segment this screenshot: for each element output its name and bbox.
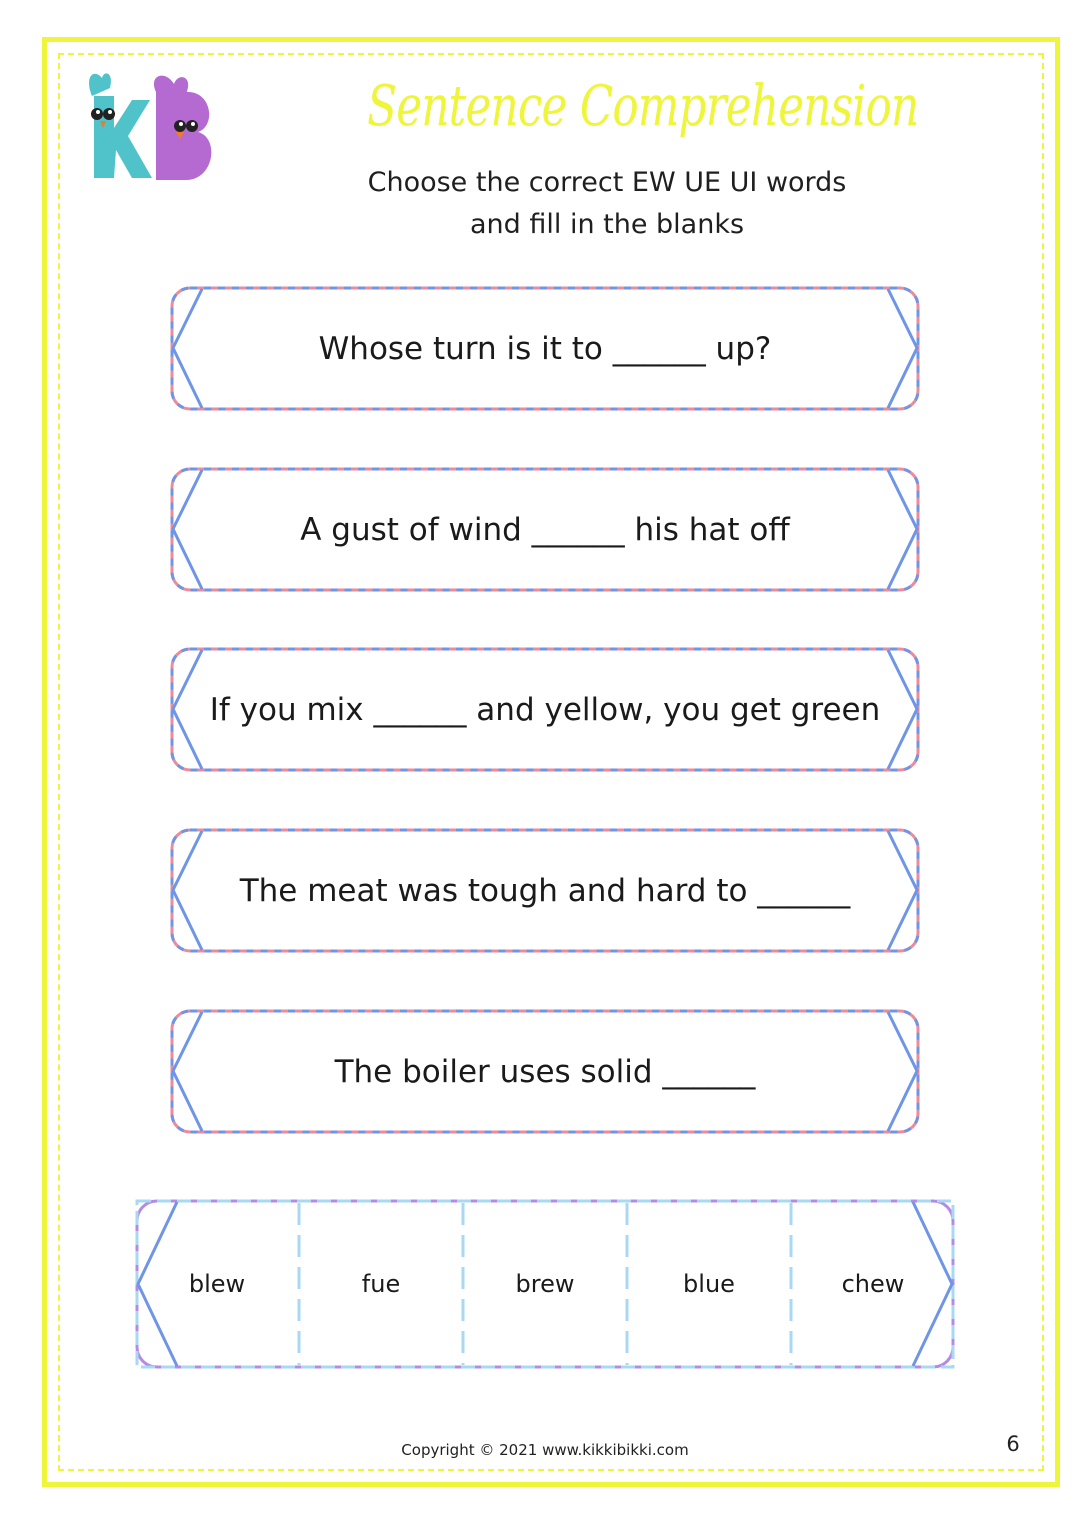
sentence-box-5: [170, 1009, 920, 1134]
sentence-text: The meat was tough and hard to ______: [239, 872, 851, 909]
instructions: [300, 162, 914, 246]
sentence-box-4: [170, 828, 920, 953]
sentence-box-3: [170, 647, 920, 772]
sentence-text: Whose turn is it to ______ up?: [318, 330, 772, 367]
copyright-footer: Copyright © 2021 www.kikkibikki.com: [401, 1441, 689, 1459]
word-option: blue: [683, 1270, 735, 1298]
sentence-box-2: [170, 467, 920, 592]
word-option: blew: [188, 1270, 246, 1298]
kb-logo-icon: [74, 66, 224, 191]
sentence-box-1: [170, 286, 920, 411]
page-number: 6: [1006, 1432, 1020, 1456]
sentence-text: If you mix ______ and yellow, you get green: [209, 691, 881, 728]
word-bank: [135, 1199, 955, 1369]
sentence-text: A gust of wind ______ his hat off: [300, 511, 790, 548]
page-title: Sentence Comprehension: [367, 74, 919, 139]
word-option: fue: [361, 1270, 401, 1298]
word-option: chew: [841, 1270, 905, 1298]
instructions-line-2: and fill in the blanks: [469, 209, 745, 240]
sentence-text: The boiler uses solid ______: [334, 1053, 756, 1090]
word-option: brew: [515, 1270, 575, 1298]
instructions-line-1: Choose the correct EW UE UI words: [367, 167, 847, 198]
